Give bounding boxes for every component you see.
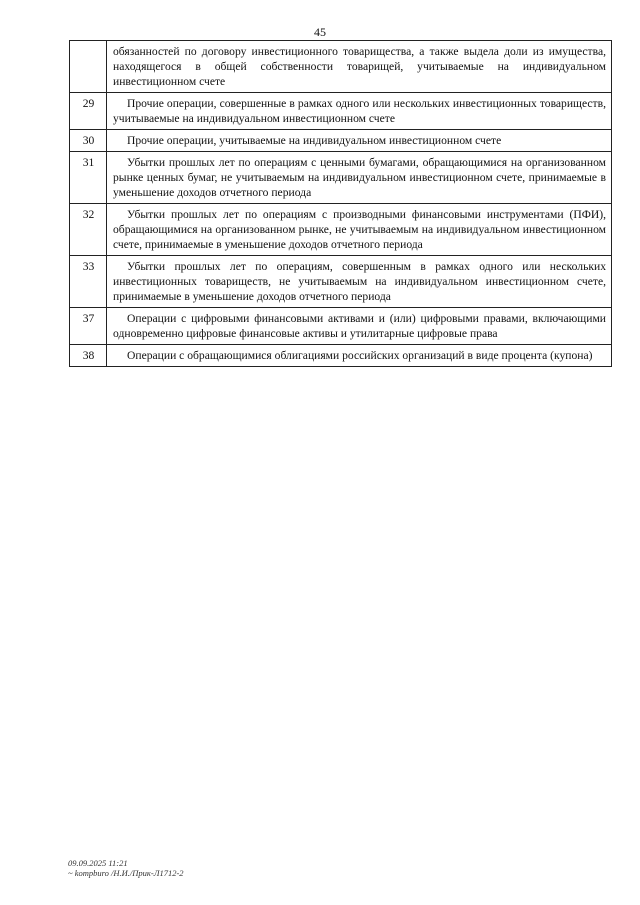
footer-timestamp: 09.09.2025 11:21 [68,858,128,868]
document-footer [68,858,184,878]
row-code: 29 [70,93,107,130]
row-description: Убытки прошлых лет по операциям, совершенным в рамках одного или нескольких инвестиционных товариществ, не учитываемым на индивидуальном инвестиционном счете, принимаемые в уменьшение доходов отчетного периода [107,256,612,308]
row-description: обязанностей по договору инвестиционного товарищества, а также выдела доли из имущества, находящегося в общей собственности товарищей, учитываемые на индивидуальном инвестиционном счете [107,41,612,93]
table-row [70,152,612,204]
row-description: Убытки прошлых лет по операциям с производными финансовыми инструментами (ПФИ), обращающимися на организованном рынке, не учитываемым на индивидуальном инвестиционном счете, принимаемые в уменьшение доходов отчетного периода [107,204,612,256]
table-row [70,204,612,256]
row-code: 31 [70,152,107,204]
row-description: Прочие операции, учитываемые на индивидуальном инвестиционном счете [107,130,612,152]
row-code: 32 [70,204,107,256]
table-row [70,93,612,130]
row-code: 38 [70,345,107,367]
row-description: Операции с цифровыми финансовыми активами и (или) цифровыми правами, включающими одновременно цифровые финансовые активы и утилитарные цифровые права [107,308,612,345]
row-description: Прочие операции, совершенные в рамках одного или нескольких инвестиционных товариществ, учитываемые на индивидуальном инвестиционном счете [107,93,612,130]
table-row [70,130,612,152]
row-code: 30 [70,130,107,152]
row-code [70,41,107,93]
table-row [70,41,612,93]
row-code: 37 [70,308,107,345]
page-number: 45 [314,25,326,39]
row-description: Убытки прошлых лет по операциям с ценными бумагами, обращающимися на организованном рынке ценных бумаг, не учитываемым на индивидуальном инвестиционном счете, принимаемые в уменьшение доходов отчетного периода [107,152,612,204]
table-row [70,256,612,308]
row-code: 33 [70,256,107,308]
row-description: Операции с обращающимися облигациями российских организаций в виде процента (купона) [107,345,612,367]
table-row [70,345,612,367]
operations-table [69,40,612,367]
footer-reference: ~ kompburo /Н.И./Прик-Л1712-2 [68,868,184,878]
table-row [70,308,612,345]
